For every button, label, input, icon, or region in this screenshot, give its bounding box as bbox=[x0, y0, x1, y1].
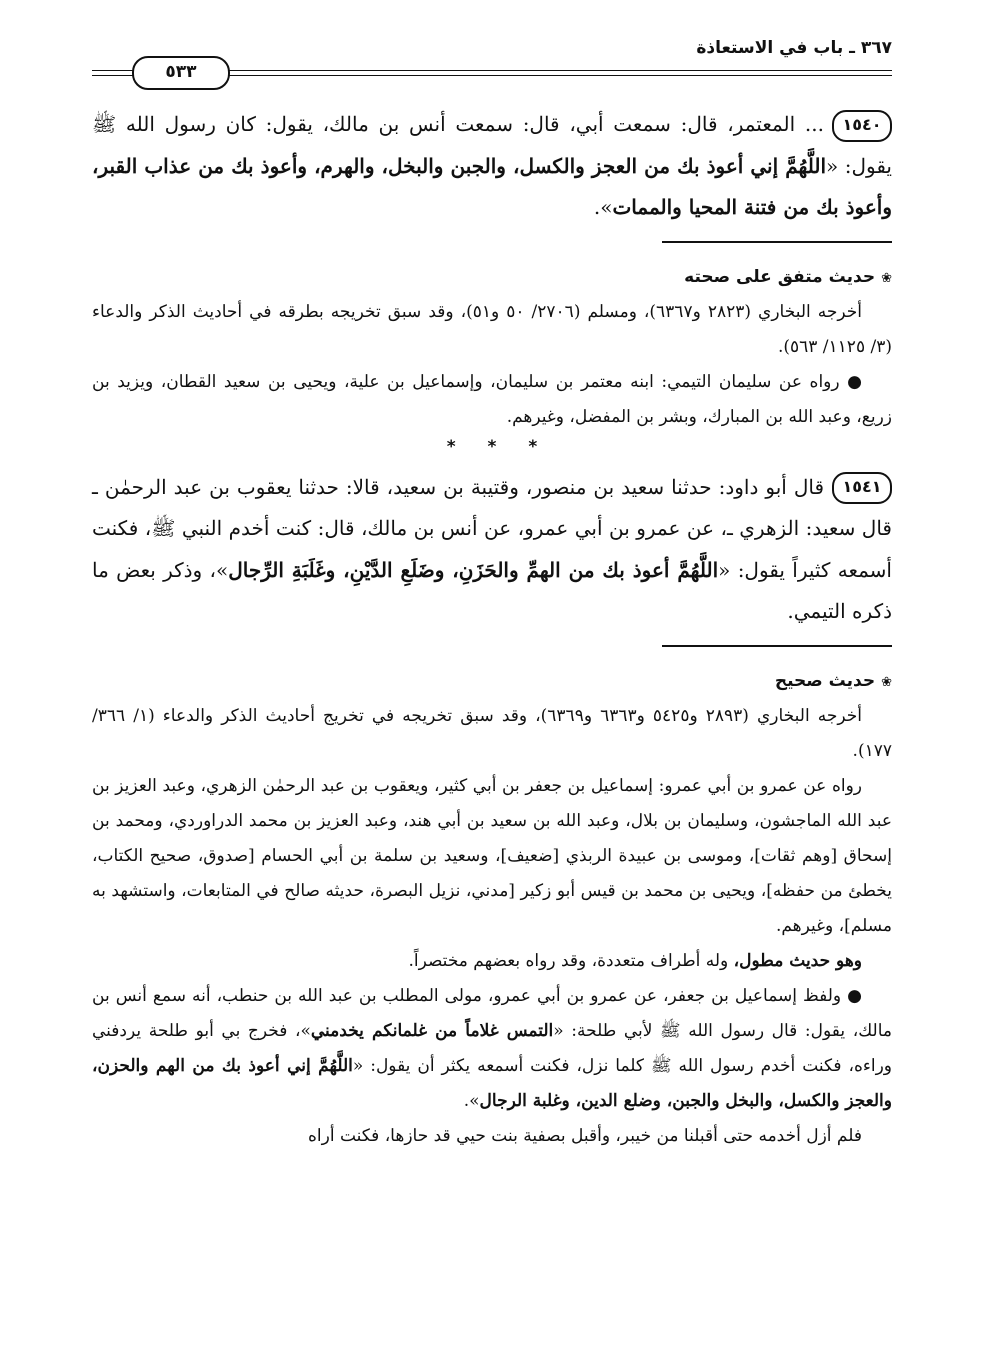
flower-icon: ❀ bbox=[881, 674, 892, 690]
takhrij-paragraph: أخرجه البخاري (٢٨٩٣ و٥٤٢٥ و٦٣٦٣ و٦٣٦٩)، وقد سبق تخريجه في تخريج أحاديث الذكر والدعاء (١/ ٣٦٦/ ١٧٧). bbox=[92, 705, 892, 761]
chapter-title: ٣٦٧ ـ باب في الاستعاذة bbox=[696, 38, 892, 58]
wording-bold: اللَّهُمَّ إني أعوذ بك من الهم والحزن، والعجز والكسل، والبخل والجبن، وضلع الدين، وغلبة الرجال bbox=[92, 1055, 892, 1111]
wording-text: »، فخرج بي أبو طلحة يردفني وراءه، فكنت أخدم رسول الله ﷺ كلما نزل، فكنت أسمعه يكثر أن يقول: « bbox=[92, 1020, 892, 1076]
hadith-number: ١٥٤١ bbox=[832, 472, 892, 504]
wording-text: ● ولفظ إسماعيل بن جعفر، عن عمرو بن أبي عمرو، مولى المطلب بن عبد الله بن حنطب، أنه سمع أنس بن مالك، يقول: قال رسول الله ﷺ لأبي طلحة: « bbox=[92, 985, 892, 1041]
grading-heading bbox=[92, 261, 892, 295]
hadith-close: »، وذكر بعض ما ذكره التيمي. bbox=[92, 557, 892, 623]
flower-icon: ❀ bbox=[881, 270, 892, 286]
hadith-isnad: ... المعتمر، قال: سمعت أبي، قال: سمعت أنس بن مالك، يقول: كان رسول الله ﷺ يقول: « bbox=[92, 112, 892, 178]
narrators-paragraph: ● رواه عن سليمان التيمي: ابنه معتمر بن سليمان، وإسماعيل بن علية، ويحيى بن سعيد القطان، ويزيد بن زريع، وعبد الله بن المبارك، وبشر بن المفضل، وغيرهم. bbox=[92, 371, 892, 427]
grading-heading bbox=[92, 665, 892, 699]
hadith-isnad: قال أبو داود: حدثنا سعيد بن منصور، وقتيبة بن سعيد، قالا: حدثنا يعقوب بن عبد الرحمٰن ـ قال سعيد: الزهري ـ، عن عمرو بن أبي عمرو، عن أنس بن مالك، قال: كنت أخدم النبي ﷺ، فكنت أسمعه كثيراً يقول: « bbox=[92, 474, 892, 582]
description-rest: وله أطراف متعددة، وقد رواه بعضهم مختصراً. bbox=[408, 950, 734, 971]
hadith-description bbox=[92, 944, 892, 979]
grading-label: حديث صحيح bbox=[774, 670, 876, 691]
hadith-1540 bbox=[92, 104, 892, 229]
takhrij-paragraph: أخرجه البخاري (٢٨٢٣ و٦٣٦٧)، ومسلم (٢٧٠٦/ ٥٠ و٥١)، وقد سبق تخريجه بطرقه في أحاديث الذكر والدعاء (٣/ ١١٢٥/ ٥٦٣). bbox=[92, 301, 892, 357]
continuation-paragraph: فلم أزل أخدمه حتى أقبلنا من خيبر، وأقبل بصفية بنت حيي قد حازها، فكنت أراه bbox=[307, 1125, 862, 1146]
grading-label: حديث متفق على صحته bbox=[684, 266, 876, 287]
page-header bbox=[92, 30, 892, 85]
hadith-close: ». bbox=[593, 195, 613, 219]
ismail-wording bbox=[92, 979, 892, 1119]
hadith-matn: اللَّهُمَّ إني أعوذ بك من العجز والكسل، والجبن والبخل، والهرم، وأعوذ بك من عذاب القبر، وأعوذ بك من فتنة المحيا والممات bbox=[92, 153, 892, 219]
wording-text: ». bbox=[463, 1090, 480, 1111]
hadith-matn: اللَّهُمَّ أعوذ بك من الهمِّ والحَزَنِ، وضَلَعِ الدَّيْنِ، وغَلَبَةِ الرِّجال bbox=[228, 557, 719, 582]
page-number: ٥٣٣ bbox=[132, 56, 230, 90]
separator-line bbox=[662, 241, 892, 243]
page-body bbox=[92, 104, 892, 1154]
wording-bold: التمس غلاماً من غلمانكم يخدمني bbox=[310, 1020, 554, 1041]
separator-line bbox=[662, 645, 892, 647]
hadith-1541 bbox=[92, 467, 892, 633]
section-stars: * * * bbox=[446, 436, 538, 457]
hadith-number: ١٥٤٠ bbox=[832, 110, 892, 142]
description-bold: وهو حديث مطول، bbox=[733, 950, 862, 971]
narrators-paragraph: رواه عن عمرو بن أبي عمرو: إسماعيل بن جعفر بن أبي كثير، ويعقوب بن عبد الرحمٰن الزهري، وعبد العزيز بن عبد الله الماجشون، وسليمان بن بلال، وعبد الله بن سعيد بن أبي هند، وعبد العزيز بن محمد الدراوردي، ومحمد بن إسحاق [وهم ثقات]، وموسى بن عبيدة الربذي [ضعيف]، وسعيد بن سلمة بن أبي الحسام [صدوق، صحيح الكتاب، يخطئ من حفظه]، ويحيى بن محمد بن قيس أبو زكير [مدني، نزيل البصرة، حديثه صالح في المتابعات، واستشهد به مسلم]، وغيرهم. bbox=[92, 775, 892, 936]
